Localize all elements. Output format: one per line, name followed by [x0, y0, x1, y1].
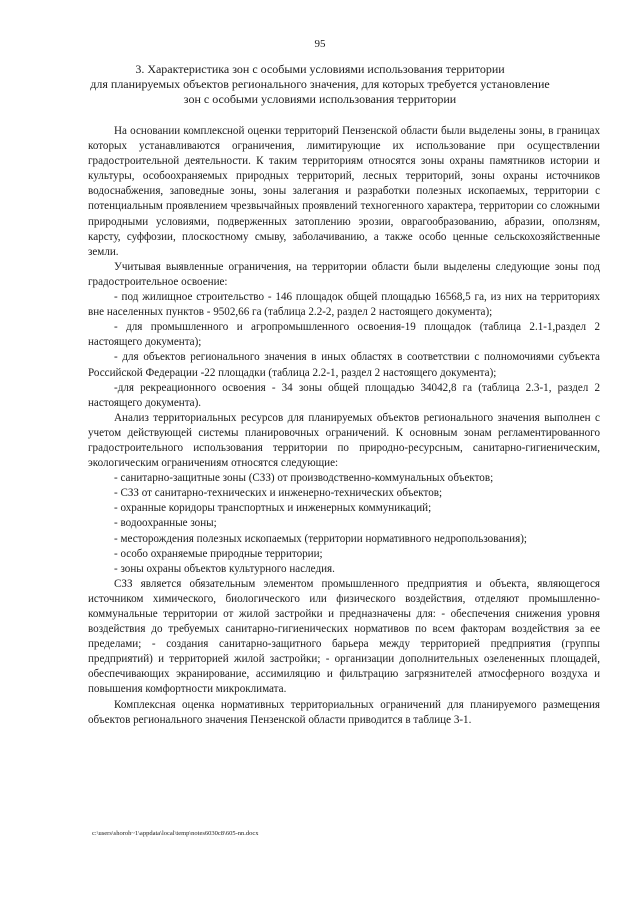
list-item: - СЗЗ от санитарно-технических и инженерно-технических объектов;: [114, 487, 443, 500]
page-number: 95: [314, 38, 326, 50]
list-item: - под жилищное строительство - 146 площадок общей площадью 16568,5 га, из них на территориях вне населенных пунктов - 9502,66 га (таблица 2.2-2, раздел 2 настоящего документа);: [88, 291, 600, 319]
list-item: - для промышленного и агропромышленного освоения-19 площадок (таблица 2.1-1,раздел 2 настоящего документа);: [88, 321, 600, 349]
paragraph: Анализ территориальных ресурсов для планируемых объектов регионального значения выполнен с учетом действующей системы планировочных ограничений. К основным зонам регламентированного градостроительного использования территории по природно-ресурсным, санитарно-гигиеническим, экологическим ограничениям относятся следующие:: [88, 411, 600, 470]
heading-line: зон с особыми условиями использования территории: [183, 92, 457, 106]
list-item: - водоохранные зоны;: [114, 517, 217, 530]
body-text: [88, 124, 600, 728]
list-item: - зоны охраны объектов культурного наследия.: [114, 562, 335, 575]
heading-line: 3. Характеристика зон с особыми условиями использования территории: [135, 62, 505, 76]
paragraph: Комплексная оценка нормативных территориальных ограничений для планируемого размещения объектов регионального значения Пензенской области приводится в таблице 3-1.: [88, 698, 600, 726]
heading-line: для планируемых объектов регионального значения, для которых требуется установление: [90, 77, 550, 91]
paragraph: Учитывая выявленные ограничения, на территории области были выделены следующие зоны под градостроительное освоение:: [88, 260, 600, 288]
list-item: - месторождения полезных ископаемых (территории нормативного недропользования);: [114, 532, 528, 545]
file-path-footer: c:\users\shoroh~1\appdata\local\temp\notes6030c8\605-nn.docx: [92, 830, 259, 837]
list-item: -для рекреационного освоения - 34 зоны общей площадью 34042,8 га (таблица 2.3-1, раздел 2 настоящего документа).: [88, 381, 600, 409]
paragraph: СЗЗ является обязательным элементом промышленного предприятия и объекта, являющегося источником химического, биологического или физического воздействия, отделяют промышленно-коммунальные территории от жилой застройки и предназначены для: - обеспечения снижения уровня воздействия до требуемых санитарно-гигиенических нормативов по всем факторам воздействия за ее пределами; - создания санитарно-защитного барьера между территорией предприятия (группы предприятий) и территорией жилой застройки; - организации дополнительных озелененных площадей, обеспечивающих экранирование, ассимиляцию и фильтрацию загрязнителей атмосферного воздуха и повышения комфортности микроклимата.: [88, 577, 600, 696]
list-item: - санитарно-защитные зоны (СЗЗ) от производственно-коммунальных объектов;: [114, 472, 494, 485]
list-item: - для объектов регионального значения в иных областях в соответствии с полномочиями субъекта Российской Федерации -22 площадки (таблица 2.2-1, раздел 2 настоящего документа);: [88, 351, 600, 379]
paragraph: На основании комплексной оценки территорий Пензенской области были выделены зоны, в границах которых устанавливаются ограничения, лимитирующие их использование при осуществлении градостроительной деятельности. К таким территориям относятся зоны охраны памятников истории и культуры, особоохраняемых природных территорий, лесных территорий, зоны охраны источников водоснабжения, заповедные зоны, зоны залегания и разработки полезных ископаемых, территории с потенциальным проявлением чрезвычайных проявлений техногенного характера, территории со сложными природными условиями, подверженных затоплению эрозии, оврагообразованию, абразии, оползням, карсту, суффозии, плоскостному смыву, заболачиванию, а также особо ценные сельскохозяйственные земли.: [88, 125, 600, 258]
list-item: - охранные коридоры транспортных и инженерных коммуникаций;: [114, 502, 432, 515]
section-heading: [80, 62, 560, 107]
list-item: - особо охраняемые природные территории;: [114, 547, 323, 560]
